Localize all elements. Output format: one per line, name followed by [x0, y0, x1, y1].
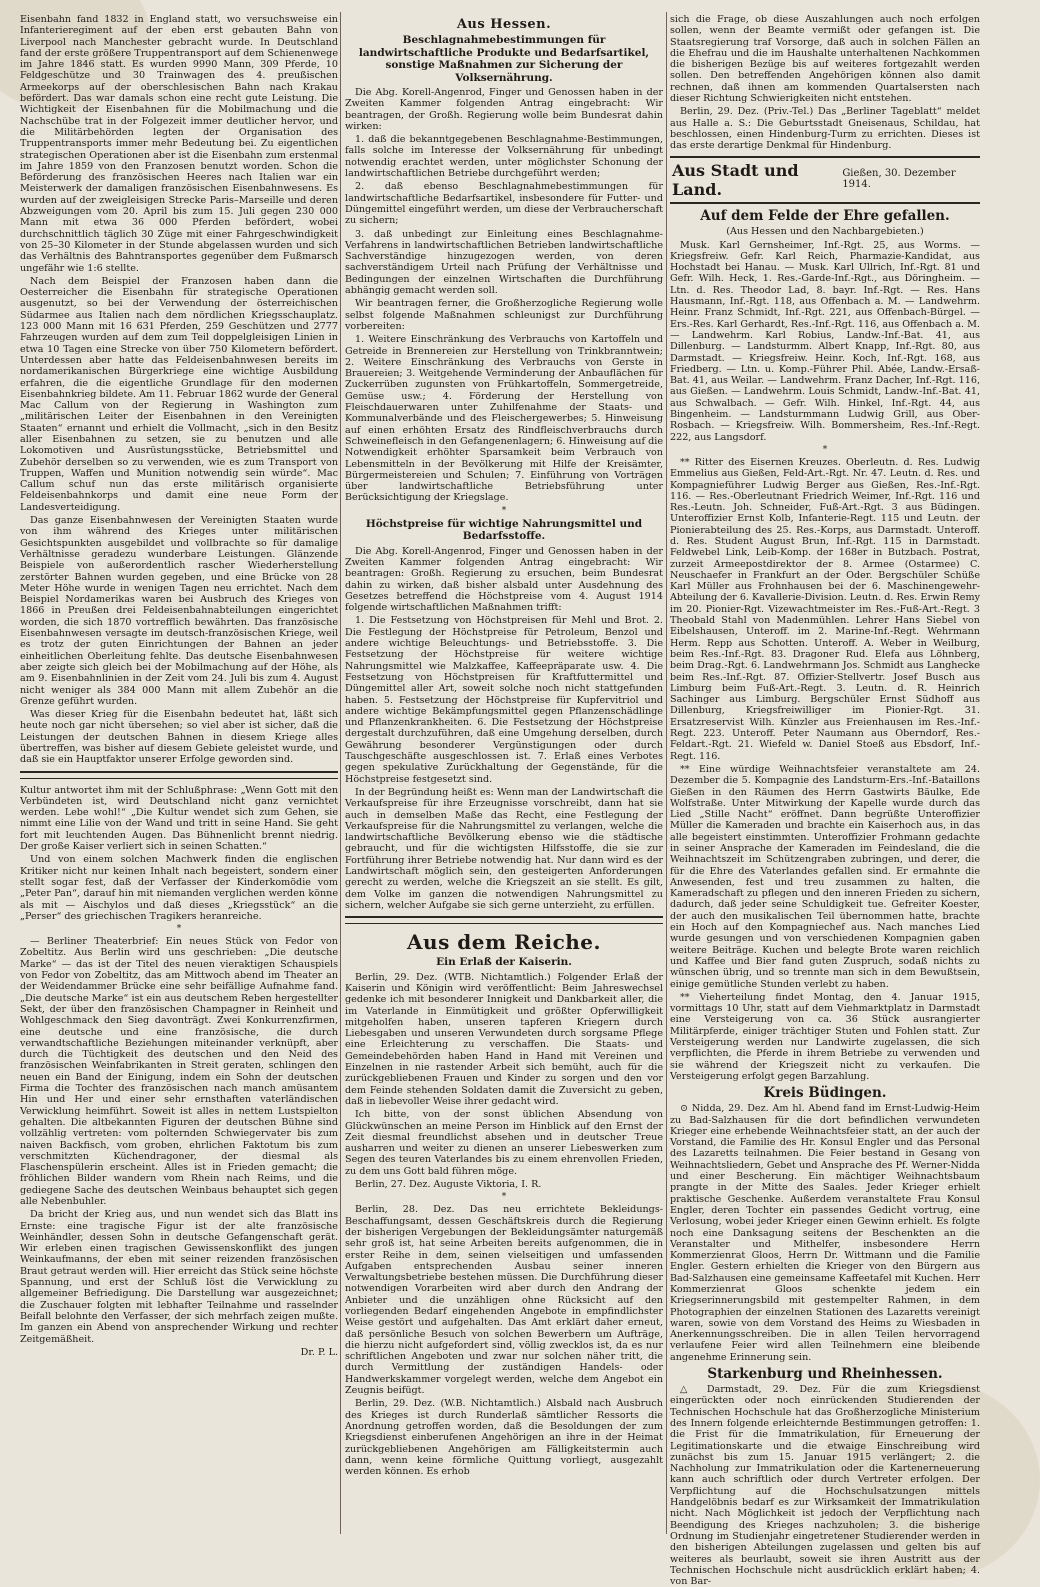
- nidda-p: ⊙ Nidda, 29. Dez. Am hl. Abend fand im Ernst-Ludwig-Heim zu Bad-Salzhausen für die dort befindlichen verwundeten Krieger eine erhebende Weihnachtsfeier statt, an der auch der Vorstand, die Familie des Hr. Konsul Engler und das Personal des Lazaretts teilnahmen. Die Feier bestand in Gesang von Weihnachtsliedern, Gebet und Ansprache des Pf. Werner-Nidda und einer Bescherung. Ein mächtiger Weihnachtsbaum prangte in der Mitte des Saales. Jeder Krieger erhielt praktische Geschenke. Außerdem veranstaltete Frau Konsul Engler, deren Tochter ein passendes Gedicht vortrug, eine Verlosung, wobei jeder Krieger einen Gewinn erhielt. Es folgte noch eine Danksagung seitens der Beschenkten an die Veranstalter und Mithelfer, insbesondere Herrn Kommerzienrat Gloos, Herrn Dr. Wittmann und die Familie Engler. Gestern erhielten die Krieger von den Bürgern aus Bad-Salzhausen eine gemeinsame Kaffeetafel mit Kuchen. Herr Kommerzienrat Gloos schenkte jedem ein Kriegserinnerungsbild mit gestempelter Rahmen, in dem Photographien der einzelnen Stationen des Lazaretts vereinigt waren, sowie von dem Vorstand des Heims zu Wiesbaden in Anerkennungsschreiben. Die in allen Teilen hervorragend verlaufene Feier wird allen Teilnehmern eine bleibende angenehme Erinnerung sein.: [670, 1103, 980, 1363]
- hessen-p4: 3. daß unbedingt zur Einleitung eines Beschlagnahme-Verfahrens in landwirtschaftlichen Betrieben landwirtschaftliche Sachverständige hinzugezogen werden, von deren sachverständigem Urteil nach Prüfung der Verhältnisse und Bedingungen der einzelnen Wirtschaften die Durchführung abhängig gemacht werden soll.: [345, 228, 663, 297]
- reich-signature: Berlin, 27. Dez. Auguste Viktoria, I. R.: [355, 1179, 542, 1191]
- column-rule-left: [340, 12, 341, 1534]
- hoechstpreise-p3: In der Begründung heißt es: Wenn man der Landwirtschaft die Verkaufspreise für ihre Erzeugnisse vorschreibt, dann hat sie auch in demselben Maße das Recht, eine Festlegung der Verkaufspreise für die Nahrungsmittel zu verlangen, welche die landwirtschaftliche Bevölkerung ebenso wie die städtische gebraucht, und für die wichtigsten Hilfsstoffe, die sie zur Fortführung ihrer Betriebe notwendig hat. Nur dann wird es der Landwirtschaft möglich sein, den gesteigerten Anforderungen gerecht zu werden, welche die Kriegszeit an sie stellt. Es gilt, dem Volke im ganzen die notwendigen Nahrungsmittel zu sichern, welcher Aufgabe sie sich gerne unterzieht, zu erfüllen.: [345, 786, 663, 911]
- column-rule-right: [666, 12, 667, 1534]
- railway-article-p3: Das ganze Eisenbahnwesen der Vereinigten Staaten wurde von ihm während des Krieges unter militärischen Gesichtspunkten ausgebildet und vollbrachte so für damalige Verhältnisse geradezu wunderbare Leistungen. Glänzende Beispiele von außerordentlich rascher Wiederherstellung zerstörter Bahnen wurden gegeben, und eine Brücke von 28 Meter Höhe wurde in wenigen Tagen neu errichtet. Nach dem Beispiel Nordamerikas waren bei Ausbruch des Krieges von 1866 in Preußen drei Feldeisenbahnabteilungen eingerichtet worden, die sich 1870 vortrefflich bewährten. Das französische Eisenbahnwesen versagte im deutsch-französischen Kriege, weil es trotz der guten Einrichtungen der Bahnen an jeder einheitlichen Oberleitung fehlte. Das deutsche Eisenbahnwesen aber zeigte sich gleich bei der Mobilmachung auf der Höhe, als am 9. Eisenbahnlinien in der Zeit vom 24. Juli bis zum 4. August nicht weniger als 384 000 Mann mit allem Zubehör an die Grenze geführt wurden.: [20, 515, 338, 707]
- hoechstpreise-p1: Die Abg. Korell-Angenrod, Finger und Genossen haben in der Zweiten Kammer folgenden Antrag eingebracht: Wir beantragen: Großh. Regierung zu ersuchen, beim Bundesrat dahin zu wirken, daß bisher alsbald unter Ausdehnung des Gesetzes betreffend die Höchstpreise vom 4. August 1914 folgende wirtschaftlichen Maßnahmen trifft:: [345, 545, 663, 614]
- heading-starkenburg: Starkenburg und Rheinhessen.: [707, 1366, 943, 1383]
- heading-felde-der-ehre: Auf dem Felde der Ehre gefallen.: [700, 207, 950, 224]
- railway-article-p1: Eisenbahn fand 1832 in England statt, wo versuchsweise ein Infanterieregiment auf der eben erst gebauten Bahn von Liverpool nach Manchester gebracht wurde. In Deutschland fand der erste größere Truppentransport auf dem Schienenwege im Jahre 1846 statt. Es wurden 9990 Mann, 309 Pferde, 10 Feldgeschütze und 30 Trainwagen des 4. preußischen Armeekorps auf der oberschlesischen Bahn nach Krakau befördert. Das war damals schon eine recht gute Leistung. Die Wichtigkeit der Eisenbahnen für die Mobilmachung und die Nachschübe trat in der Folgezeit immer deutlicher hervor, und die Militärbehörden legten der Organisation des Truppentransports immer mehr Bedeutung bei. Zu eigentlichen strategischen Operationen aber ist die Eisenbahn zum erstenmal im Jahre 1859 von den Franzosen benutzt worden. Schon die Beförderung des französischen Heeres nach Italien war ein Meisterwerk der damaligen französischen Eisenbahnwesens. Es wurden auf der zweigleisigen Strecke Paris–Marseille und deren Abzweigungen vom 20. April bis zum 15. Juli gegen 230 000 Mann mit etwa 36 000 Pferden befördert, wobei durchschnittlich täglich 30 Züge mit einer Fahrgeschwindigkeit von 25–30 Kilometer in der Stunde abgelassen wurden und sich das Verhältnis des Bahntransportes gegenüber dem Fußmarsch ungefähr wie 1:6 stellte.: [20, 14, 338, 274]
- heading-aus-dem-reiche: Aus dem Reiche.: [407, 930, 601, 955]
- culture-article-p2: Und von einem solchen Machwerk finden die englischen Kritiker nicht nur keinen Inhalt nach begeistert, sondern einer stellt sogar fest, daß der Verfasser der Kinderkomödie vom „Peter Pan“, darauf hin mit niemanden verglichen werden könne als mit — Aischylos und daß dieses „Kriegsstück“ an die „Perser“ des griechischen Tragikers heranreiche.: [20, 854, 338, 922]
- heading-aus-hessen: Aus Hessen.: [456, 17, 552, 32]
- hindenburg-turm-p: Berlin, 29. Dez. (Priv.-Tel.) Das „Berliner Tageblatt“ meldet aus Halle a. S.: Die Geburtsstadt Gneisenaus, Schildau, hat beschlossen, einen Hindenburg-Turm zu errichten. Dieses ist das erste derartige Denkmal für Hindenburg.: [670, 106, 980, 152]
- subheading-erlass-kaiserin: Ein Erlaß der Kaiserin.: [436, 956, 572, 969]
- hessen-p5: Wir beantragen ferner, die Großherzogliche Regierung wolle selbst folgende Maßnahmen schleunigst zur Durchführung vorbereiten:: [345, 298, 663, 332]
- darmstadt-p: △ Darmstadt, 29. Dez. Für die zum Kriegsdienst eingerückten oder noch einrückenden Studierenden der Technischen Hochschule hat das Großherzogliche Ministerium des Innern folgende erleichternde Bestimmungen getroffen: 1. die Frist für die Immatrikulation, für Erneuerung der Legitimationskarte und die etwaige Einschreibung wird zunächst bis zum 15. Januar 1915 verlängert; 2. die Nachholung zur Immatrikulation oder die Kartenerneuerung kann auch schriftlich oder durch Vertreter erfolgen. Der Verpflichtung auf die Hochschulsatzungen mittels Handgelöbnis bedarf es zur Wirksamkeit der Immatrikulation nicht. Nach Möglichkeit ist jedoch der Verpflichtung nach Beendigung des Krieges nachzuholen; 3. die bisherige Ordnung im Studienjahr eingetretener Studierender werden in den bisherigen Abteilungen zugelassen und gelten bis auf weiteres als beurlaubt, soweit sie ihren Austritt aus der Technischen Hochschule nicht ausdrücklich erklärt haben; 4. von Bar-: [670, 1384, 980, 1587]
- subheading-beschlagnahme: Beschlagnahmebestimmungen für landwirtschaftliche Produkte und Bedarfsartikel, sonstige Maßnahmen zur Sicherung der Volksernährung.: [358, 34, 650, 84]
- culture-article-p1: Kultur antwortet ihm mit der Schlußphrase: „Wenn Gott mit den Verbündeten ist, wird Deutschland nicht ganz vernichtet werden. Lebe wohl!“ „Die Kultur wendet sich zum Gehen, sie nimmt eine Lilie von der Wand und tritt in seine Hand. Sie geht fort mit leuchtenden Augen. Das Bühnenlicht brennt niedrig. Der große Kaiser verliert sich in seinen Schatten.“: [20, 784, 338, 853]
- hessen-p3: 2. daß ebenso Beschlagnahmebestimmungen für landwirtschaftliche Bedarfsartikel, insbesondere für Futter- und Düngemittel eingeführt werden, um diese der Verbraucherschaft zu sichern;: [345, 181, 663, 227]
- reich-p4: Berlin, 29. Dez. (W.B. Nichtamtlich.) Alsbald nach Ausbruch des Krieges ist durch Runderlaß sämtlicher Ressorts die Anordnung getroffen worden, daß die Besoldungen der zum Kriegsdienst einberufenen Angehörigen an ihre in der Heimat zurückgebliebenen Angehörigen am Fälligkeitstermin auch dann, wenn keine förmliche Quittung vorliegt, ausgezahlt werden können. Es erhob: [345, 1398, 663, 1478]
- section-masthead: [670, 156, 980, 204]
- theater-letter-p1: — Berliner Theaterbrief: Ein neues Stück von Fedor von Zobeltitz. Aus Berlin wird uns geschrieben: „Die deutsche Marke“ — das ist der Titel des neuen vieraktigen Schauspiels von Fedor von Zobeltitz, das am Mittwoch abend im Theater an der Weidendammer Brücke eine sehr beifällige Aufnahme fand. „Die deutsche Marke“ ist ein aus deutschem Reben hergestellter Sekt, der über den französischen Champagner in Reinheit und Wohlgeschmack den Sieg davonträgt. Zwei Konkurrenzfirmen, eine deutsche und eine französische, die durch verwandtschaftliche Beziehungen miteinander verknüpft, aber durch die Tüchtigkeit des deutschen und den Neid des französischen Weinfabrikanten in Streit geraten, schlingen den neuen ein Band der Einigung, indem ein Sohn der deutschen Firma die Tochter des französischen nach manch amüsantem Hin und Her und einer sehr ernsthaften vaterländischen Verwicklung heimführt. Soweit ist alles in nettem Lustspielton gehalten. Die altbekannten Figuren der deutschen Bühne sind vollzählig vertreten: vom polternden Schwiegervater bis zum naiven Backfisch, vom groben, ehrlichen Faktotum bis zum verschmitzten Küchendragoner, der diesmal als Flaschenspülerin erscheint. Alles ist in Frieden gemacht; die fröhlichen Bilder wandern vom Rhein nach Reims, und die gediegene Sache des deutschen Weinbaus behauptet sich gegen alle Nebenbuhler.: [20, 936, 338, 1207]
- railway-article-p4: Was dieser Krieg für die Eisenbahn bedeutet hat, läßt sich heute noch gar nicht übersehen; so viel aber ist sicher, daß die Leistungen der deutschen Bahnen in diesem Kriege alles übertreffen, was bisher auf diesem Gebiete geleistet wurde, und daß sie ein Hauptfaktor unserer Erfolge geworden sind.: [20, 709, 338, 766]
- hessen-p1: Die Abg. Korell-Angenrod, Finger und Genossen haben in der Zweiten Kammer folgenden Antrag eingebracht: Wir beantragen, der Großh. Regierung wolle beim Bundesrat dahin wirken:: [345, 87, 663, 132]
- gefallene-list: Musk. Karl Gernsheimer, Inf.-Rgt. 25, aus Worms. — Kriegsfreiw. Gefr. Karl Reich, Pharmazie-Kandidat, aus Hochstadt bei Hanau. — Musk. Karl Ullrich, Inf.-Rgt. 81 und Gefr. Wilh. Heck, 1. Res.-Garde-Inf.-Rgt., aus Döringheim. — Ltn. d. Res. Theodor Lad, 8. bayr. Inf.-Rgt. — Res. Hans Hausmann, Inf.-Rgt. 118, aus Offenbach a. M. — Landwehrm. Heinr. Franz Schmidt, Inf.-Rgt. 221, aus Offenbach-Bürgel. — Ers.-Res. Karl Gerhardt, Res.-Inf.-Rgt. 116, aus Offenbach a. M. — Landwehrm. Karl Robius, Landw.-Inf.-Bat. 41, aus Dillenburg. — Landsturmm. Albert Knapp, Inf.-Rgt. 80, aus Darmstadt. — Kriegsfreiw. Heinr. Koch, Inf.-Rgt. 168, aus Friedberg. — Ltn. u. Komp.-Führer Phil. Abée, Landw.-Ersaß-Bat. 41, aus Weilar. — Landwehrm. Franz Dacher, Inf.-Rgt. 116, aus Gießen. — Landwehrm. Louis Schmidt, Landw.-Inf.-Bat. 41, aus Schwalbach. — Gefr. Wilh. Hinkel, Inf.-Rgt. 44, aus Bingenheim. — Landsturmmann Ludwig Grill, aus Ober-Rosbach. — Kriegsfreiw. Wilh. Bommersheim, Res.-Inf.-Regt. 222, aus Langsdorf.: [670, 239, 980, 443]
- hessen-p2: 1. daß die bekanntgegebenen Beschlagnahme-Bestimmungen, falls solche im Interesse der Volksernährung für unbedingt notwendig erachtet werden, unter möglichster Schonung der landwirtschaftlichen Betriebe durchgeführt werden;: [345, 134, 663, 180]
- eisernes-kreuz-p: ** Ritter des Eisernen Kreuzes. Oberleutn. d. Res. Ludwig Emmelius aus Gießen, Feld-Art.-Rgt. Nr. 47. Leutn. d. Res. und Kompagnieführer Ludwig Berger aus Gießen, Res.-Inf.-Rgt. 116. — Res.-Oberleutnant Friedrich Weimer, Inf.-Rgt. 116 und Res.-Leutn. Joh. Schneider, Fuß-Art.-Rgt. 3 aus Büdingen. Unteroffizier Ernst Kolb, Infanterie-Regt. 115 und Leutn. der Pionierabteilung des 25. Res.-Korps, aus Darmstadt. Unteroff. d. Res. Student August Brun, Inf.-Rgt. 115 in Darmstadt. Feldwebel Link, Leib-Komp. der 168er in Butzbach. Postrat, zurzeit Armeepostdirektor der 8. Armee (Ostarmee) C. Neuschaefer in Frankfurt an der Oder. Bergschüler Schüße Karl Müller aus Frohnhausen bei der 6. Maschinengewehr-Abteilung der 6. Kavallerie-Division. Leutn. d. Res. Erwin Remy im 20. Pionier-Rgt. Vizewachtmeister im Res.-Fuß-Art.-Regt. 3 Theobald Stahl von Madenmühlen. Lehrer Hans Siebel von Eibelshausen, Unteroff. im 2. Marine-Inf.-Regt. Wehrmann Herm. Repp aus Schotten. Unteroff. A. Weber in Weilburg, beim Res.-Inf.-Rgt. 83. Dragoner Rud. Elefa aus Löhnberg, beim Drag.-Rgt. 6. Landwehrmann Jos. Schmidt aus Langhecke beim Res.-Inf.-Rgt. 87. Offizier-Stellvertr. Josef Busch aus Limburg beim Fuß-Art.-Regt. 3. Leutn. d. R. Heinrich Sachinger aus Limburg. Bergschüler Ernst Südhoff aus Dillenburg, Kriegsfreiwilliger im Pionier-Rgt. 31. Ersatzreservist Wilh. Künzler aus Freienhausen im Res.-Inf.-Regt. 223. Unteroff. Peter Naumann aus Oberndorf, Res.-Feldart.-Rgt. 21. Wiefeld w. Daniel Stoeß aus Ebsdorf, Inf.-Regt. 116.: [670, 456, 980, 762]
- separator-star: *: [501, 505, 507, 516]
- column-left: [20, 14, 338, 1534]
- reich-p1: Berlin, 29. Dez. (WTB. Nichtamtlich.) Folgender Erlaß der Kaiserin und Königin wird veröffentlicht: Beim Jahreswechsel gedenke ich mit besonderer Innigkeit und Dankbarkeit aller, die im Vaterlande in Einmütigkeit und größter Opferwilligkeit mitgeholfen haben, unseren tapferen Kriegern durch Liebesgaben und unseren Verwundeten durch sorgsame Pflege eine Erleichterung zu verschaffen. Die Staats- und Gemeindebehörden haben Hand in Hand mit Vereinen und Einzelnen in nie rastender Arbeit sich bemüht, auch für die zurückgebliebenen Frauen und Kinder zu sorgen und den vor dem Feinde stehenden Soldaten damit die Zuversicht zu geben, daß in liebevoller Weise ihrer gedacht wird.: [345, 971, 663, 1107]
- reich-p3: Berlin, 28. Dez. Das neu errichtete Bekleidungs-Beschaffungsamt, dessen Geschäftskreis durch die Regierung der bisherigen Vergebungen der Bekleidungsämter naturgemäß sehr groß ist, hat seine Arbeiten bereits aufgenommen, die in erster Reihe in dem, seinen vielseitigen und umfassenden Aufgaben entsprechenden Ausbau seiner inneren Verwaltungsbetriebe bestehen müssen. Die Durchführung dieser notwendigen Vorarbeiten wird aber durch den Andrang der Anbieter und die unzähligen ohne Rücksicht auf den vorliegenden Bedarf eingehenden Angebote in empfindlichster Weise gestört und aufgehalten. Das Amt erklärt daher erneut, daß persönliche Besuch von solchen Bewerbern um Aufträge, die hierzu nicht aufgefordert sind, völlig zwecklos ist, da es nur schriftlichen Angeboten und zwar nur solchen näher tritt, die durch Vermittlung der zuständigen Handels- oder Handwerkskammer vorgelegt werden, welche dem Angebot ein Zeugnis beifügt.: [345, 1204, 663, 1397]
- hessen-p6: 1. Weitere Einschränkung des Verbrauchs von Kartoffeln und Getreide in Brennereien zur Herstellung von Trinkbranntwein; 2. Weitere Einschränkung des Verbrauchs von Gerste in Brauereien; 3. Weitgehende Verminderung der Anbauflächen für Zuckerrüben zugunsten von Frühkartoffeln, Sommergetreide, Gemüse usw.; 4. Förderung der Herstellung von Fleischdauerwaren unter Zuhilfenahme der Staats- und Kommunalverbände und des Fleischergewerbes; 5. Hinweisung auf einen erhöhten Ersatz des Rindfleischverbrauchs durch Schweinefleisch in den Gefangenenlagern; 6. Hinweisung auf die Notwendigkeit erhöhter Sparsamkeit beim Verbrauch von Lebensmitteln in der Bevölkerung mit Hilfe der Kreisämter, Bürgermeistereien und Schulen; 7. Einführung von Vorträgen über landwirtschaftliche Betriebsführung unter Berücksichtigung der Kriegslage.: [345, 334, 663, 504]
- versteigerung-p: ** Vieherteilung findet Montag, den 4. Januar 1915, vormittags 10 Uhr, statt auf dem Viehmarktplatz in Darmstadt eine Versteigerung von ca. 36 Stück ausrangierter Militärpferde, einiger trächtiger Stuten und Fohlen statt. Zur Versteigerung werden nur Landwirte zugelassen, die sich verpflichten, die Pferde in ihrem Betriebe zu verwenden und sie während der Kriegszeit nicht zu verkaufen. Die Versteigerung erfolgt gegen Barzahlung.: [670, 991, 980, 1082]
- separator-star: *: [176, 924, 182, 935]
- section-divider: [345, 916, 663, 924]
- weihnachtsfeier-p: ** Eine würdige Weihnachtsfeier veranstaltete am 24. Dezember die 5. Kompagnie des Landsturm-Ers.-Inf.-Bataillons Gießen in den Räumen des Herrn Gastwirts Bäulke, Ede Wolfstraße. Unter Mitwirkung der Kapelle wurde durch das Lied „Stille Nacht“ eröffnet. Dann begrüßte Unteroffizier Müller die Kameraden und brachte ein Kaiserhoch aus, in das alle begeistert einstimmten. Unteroffizier Frohmann gedachte in seiner Ansprache der Kameraden im Feindesland, die die Weihnachtszeit im Schützengraben zubringen, und derer, die für die Ehre des Vaterlandes gefallen sind. Er ermahnte die Anwesenden, fest und treu zusammen zu halten, die Kameradschaft zu pflegen und den inneren Frieden zu sichern, dadurch, daß jeder seine Schuldigkeit tue. Gefreiter Koester, der auch den musikalischen Teil übernommen hatte, brachte ein Hoch auf den Kompagniechef aus. Nach manches Lied wurde gesungen und von verschiedenen Kompagnien gaben weitere Beiträge. Kuchen und belegte Brote waren reichlich und Kaffee und Bier fand guten Zuspruch, sodaß nichts zu wünschen übrig, und so trennte man sich in dem Bewußtsein, einige gemütliche Stunden verlebt zu haben.: [670, 763, 980, 990]
- besoldung-p1: sich die Frage, ob diese Auszahlungen auch noch erfolgen sollen, wenn der Beamte vermißt oder gefangen ist. Die Staatsregierung traf Vorsorge, daß auch in solchen Fällen an die Ehefrau und die im Haushalte unterhaltenen Nachkommen die bisherigen Bezüge bis auf weiteres fortgezahlt werden sollen. Den betreffenden Angehörigen können also damit rechnen, daß ihnen am kommenden Quartalsersten nach dieser Richtung Schwierigkeiten nicht entstehen.: [670, 14, 980, 105]
- subheading-nachbargebiete: (Aus Hessen und den Nachbargebieten.): [726, 225, 924, 237]
- section-divider: [20, 771, 338, 779]
- theater-letter-signature: Dr. P. L.: [300, 1346, 338, 1358]
- dateline: Gießen, 30. Dezember 1914.: [842, 167, 956, 190]
- heading-kreis-buedingen: Kreis Büdingen.: [763, 1085, 887, 1102]
- column-right: [670, 14, 980, 1587]
- reich-p2: Ich bitte, von der sonst üblichen Absendung von Glückwünschen an meine Person im Hinblick auf den Ernst der Zeit diesmal freundlichst absehen und in deutscher Treue ausharren und weiter zu dienen an unserer Liebeswerken zum Segen des teuren Vaterlandes bis zu einem ehrenvollen Frieden, zu dem uns Gott bald führen möge.: [345, 1109, 663, 1177]
- column-middle: [345, 14, 663, 1534]
- theater-letter-p2: Da bricht der Krieg aus, und nun wendet sich das Blatt ins Ernste: eine tragische Figur ist der alte französische Weinhändler, dessen Sohn in deutsche Gefangenschaft gerät. Wir erleben einen tragischen Gewissenskonflikt des jungen Weinkaufmanns, der eben mit seiner reizenden französischen Braut getraut werden will. Hier erreicht das Stück seine höchste Spannung, und erst der Schluß löst die Verwicklung zu allgemeiner Befriedigung. Die Darstellung war ausgezeichnet; die Zuschauer folgten mit lebhafter Teilnahme und rasselnder Beifall belohnte den Verfasser, der sich mehrfach zeigen mußte. Im ganzen ein Abend von ansprechender Wirkung und rechter Zeitgemäßheit.: [20, 1209, 338, 1345]
- hoechstpreise-p2: 1. Die Festsetzung von Höchstpreisen für Mehl und Brot. 2. Die Festlegung der Höchstpreise für Petroleum, Benzol und andere wichtige Beleuchtungs- und Betriebsstoffe. 3. Die Festsetzung der Höchstpreise für weitere wichtige Nahrungsmittel wie Malzkaffee, Kaffeepräparate usw. 4. Die Festsetzung von Höchstpreisen für Kraftfuttermittel und Düngemittel aller Art, soweit solche noch nicht stattgefunden haben. 5. Festsetzung der Höchstpreise für Kupfervitriol und andere wichtige Bekämpfungsmittel gegen Pflanzenschädlinge und Pflanzenkrankheiten. 6. Die Festsetzung der Höchstpreise dergestalt durchzuführen, daß eine Umgehung derselben, durch Gewährung besonderer Vergünstigungen oder durch Tauschgeschäfte ausgeschlossen ist. 7. Erlaß eines Verbotes gegen spekulative Zurückhaltung der Gegenstände, für die Höchstpreise festgesetzt sind.: [345, 615, 663, 785]
- separator-star: *: [822, 444, 828, 455]
- railway-article-p2: Nach dem Beispiel der Franzosen haben dann die Oesterreicher die Eisenbahn für strategische Operationen ausgenutzt, so bei der Verwendung der österreichischen Südarmee aus Italien nach dem nördlichen Kriegsschauplatz. 123 000 Mann mit 16 631 Pferden, 259 Geschützen und 2777 Fahrzeugen wurden auf dem zum Teil doppelgleisigen Linien in etwa 10 Tagen eine Strecke von über 750 Kilometern befördert. Unterdessen aber hatte das Feldeisenbahnwesen bereits im nordamerikanischen Bürgerkriege eine wichtige Ausbildung erfahren, die die eigentliche Grundlage für den modernen Eisenbahnkrieg bildete. Am 11. Februar 1862 wurde der General Mac Callum von der Regierung in Washington zum „militärischen Leiter der Eisenbahnen in den Vereinigten Staaten“ ernannt und erhielt die Vollmacht, „sich in den Besitz aller Eisenbahnen zu setzen, sie zu benutzen und alle Lokomotiven und Ausrüstungsstücke, Betriebsmittel und Zubehör derselben so zu verwenden, wie es zum Transport von Truppen, Waffen und Munition notwendig sein würde“. Mac Callum schuf nun das erste militärisch organisierte Feldeisenbahnkorps und damit eine neue Form der Landesverteidigung.: [20, 275, 338, 513]
- subheading-hoechstpreise: Höchstpreise für wichtige Nahrungsmittel und Bedarfsstoffe.: [365, 517, 643, 543]
- heading-aus-stadt-und-land: Aus Stadt und Land.: [672, 160, 799, 199]
- separator-star: *: [501, 1192, 507, 1203]
